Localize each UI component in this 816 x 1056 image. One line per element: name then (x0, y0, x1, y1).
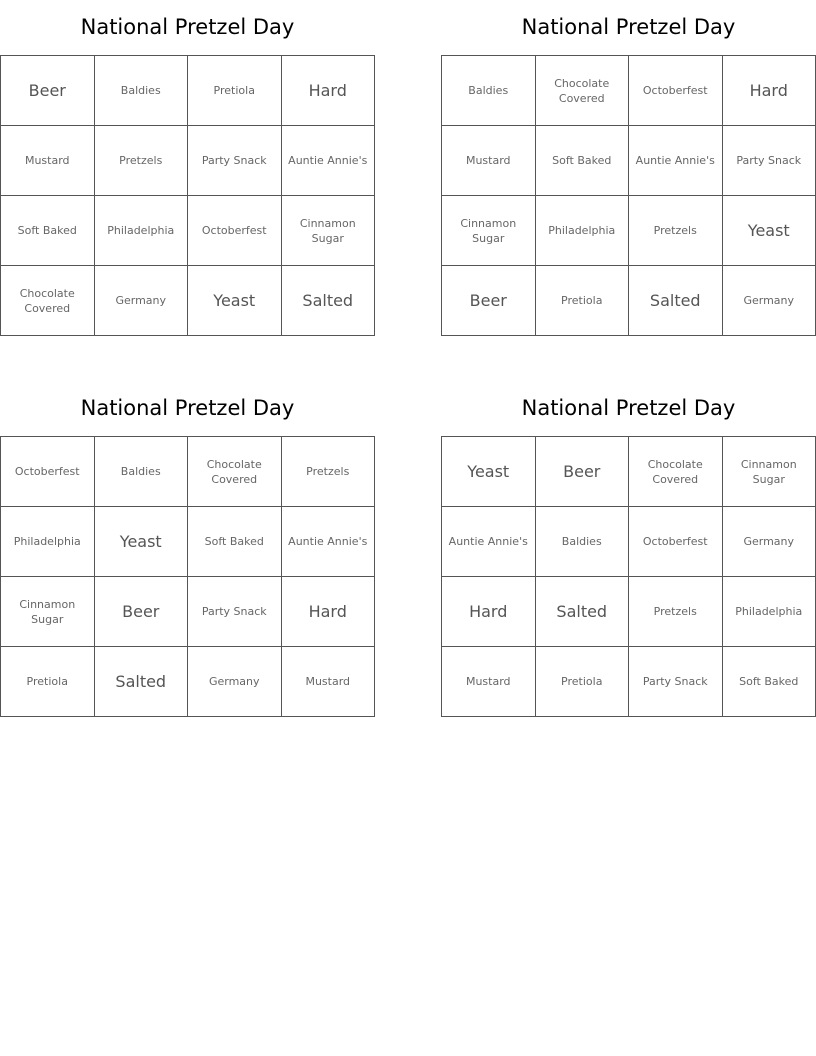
grid-cell: Hard (281, 577, 375, 647)
grid-cell: Beer (94, 577, 188, 647)
grid-cell: Hard (442, 577, 536, 647)
grid-cell: Hard (281, 56, 375, 126)
grid-row (1, 647, 375, 717)
bingo-grid (441, 436, 816, 717)
card-title: National Pretzel Day (521, 15, 736, 39)
bingo-card-4 (441, 381, 816, 717)
grid-cell: Soft Baked (722, 647, 816, 717)
grid-row (442, 577, 816, 647)
grid-cell: Pretiola (535, 266, 629, 336)
grid-cell: Yeast (188, 266, 282, 336)
grid-cell: Philadelphia (1, 507, 95, 577)
grid-cell: Octoberfest (629, 507, 723, 577)
grid-cell: Germany (188, 647, 282, 717)
grid-cell: Baldies (442, 56, 536, 126)
grid-row (1, 507, 375, 577)
grid-cell: Party Snack (188, 126, 282, 196)
grid-cell: Chocolate Covered (535, 56, 629, 126)
grid-row (442, 437, 816, 507)
grid-cell: Octoberfest (188, 196, 282, 266)
grid-row (442, 126, 816, 196)
grid-cell: Auntie Annie's (629, 126, 723, 196)
grid-cell: Baldies (94, 56, 188, 126)
grid-cell: Octoberfest (1, 437, 95, 507)
grid-cell: Pretzels (94, 126, 188, 196)
bingo-card-3 (0, 381, 375, 717)
grid-cell: Germany (722, 266, 816, 336)
grid-cell: Baldies (535, 507, 629, 577)
grid-cell: Pretiola (1, 647, 95, 717)
grid-cell: Baldies (94, 437, 188, 507)
grid-cell: Germany (722, 507, 816, 577)
grid-cell: Pretzels (629, 577, 723, 647)
grid-row (442, 507, 816, 577)
grid-row (1, 196, 375, 266)
grid-cell: Party Snack (188, 577, 282, 647)
grid-row (1, 56, 375, 126)
grid-row (442, 647, 816, 717)
grid-cell: Mustard (442, 126, 536, 196)
grid-cell: Mustard (442, 647, 536, 717)
bingo-grid (0, 55, 375, 336)
grid-cell: Chocolate Covered (629, 437, 723, 507)
grid-cell: Yeast (722, 196, 816, 266)
grid-row (1, 126, 375, 196)
grid-cell: Mustard (281, 647, 375, 717)
bingo-card-1 (0, 0, 375, 336)
grid-cell: Soft Baked (535, 126, 629, 196)
grid-cell: Salted (535, 577, 629, 647)
grid-cell: Soft Baked (188, 507, 282, 577)
card-title: National Pretzel Day (80, 396, 295, 420)
grid-cell: Salted (629, 266, 723, 336)
grid-cell: Soft Baked (1, 196, 95, 266)
grid-row (1, 577, 375, 647)
grid-cell: Yeast (442, 437, 536, 507)
grid-cell: Beer (1, 56, 95, 126)
card-title: National Pretzel Day (80, 15, 295, 39)
grid-cell: Pretzels (629, 196, 723, 266)
grid-cell: Cinnamon Sugar (722, 437, 816, 507)
grid-cell: Philadelphia (94, 196, 188, 266)
grid-cell: Beer (442, 266, 536, 336)
grid-cell: Pretzels (281, 437, 375, 507)
grid-cell: Chocolate Covered (188, 437, 282, 507)
grid-cell: Cinnamon Sugar (281, 196, 375, 266)
grid-cell: Chocolate Covered (1, 266, 95, 336)
grid-cell: Hard (722, 56, 816, 126)
grid-cell: Auntie Annie's (281, 507, 375, 577)
grid-row (442, 56, 816, 126)
grid-cell: Beer (535, 437, 629, 507)
grid-cell: Salted (281, 266, 375, 336)
grid-row (442, 266, 816, 336)
bingo-grid (441, 55, 816, 336)
grid-cell: Pretiola (535, 647, 629, 717)
bingo-card-2 (441, 0, 816, 336)
grid-row (1, 266, 375, 336)
card-title: National Pretzel Day (521, 396, 736, 420)
grid-row (1, 437, 375, 507)
grid-cell: Party Snack (629, 647, 723, 717)
grid-cell: Pretiola (188, 56, 282, 126)
grid-cell: Octoberfest (629, 56, 723, 126)
grid-row (442, 196, 816, 266)
grid-cell: Auntie Annie's (281, 126, 375, 196)
bingo-grid (0, 436, 375, 717)
grid-cell: Cinnamon Sugar (442, 196, 536, 266)
grid-cell: Salted (94, 647, 188, 717)
grid-cell: Auntie Annie's (442, 507, 536, 577)
grid-cell: Cinnamon Sugar (1, 577, 95, 647)
grid-cell: Philadelphia (535, 196, 629, 266)
grid-cell: Philadelphia (722, 577, 816, 647)
grid-cell: Yeast (94, 507, 188, 577)
grid-cell: Party Snack (722, 126, 816, 196)
grid-cell: Germany (94, 266, 188, 336)
grid-cell: Mustard (1, 126, 95, 196)
